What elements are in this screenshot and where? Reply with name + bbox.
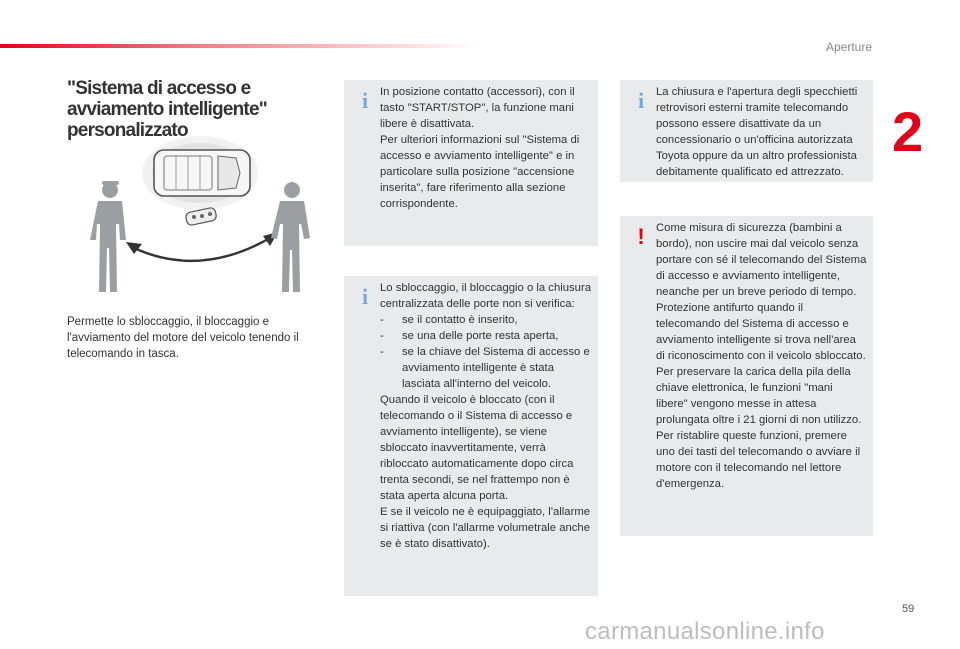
info-icon: i [637,88,645,113]
info-text: In posizione contatto (accessori), con il tasto "START/STOP", la funzione mani libere è disattivata. [380,86,575,130]
condition-list [380,312,592,392]
chapter-number: 2 [892,100,924,163]
info-text: Quando il veicolo è bloccato (con il telecomando o il Sistema di accesso e avviamento intelligente), se viene sbloccato inavvertitamente, verrà ribloccato automaticamente dopo circa trenta secondi, se nel frattempo non è stata aperta alcuna porta. [380,394,574,502]
warning-icon: ! [637,224,645,249]
warning-text: Come misura di sicurezza (bambini a bordo), non uscire mai dal veicolo senza portare con sé il telecomando del Sistema di accesso e avviamento intelligente, neanche per un breve periodo di tempo. [656,222,867,298]
people-car-key-icon [80,128,342,300]
section-title: Aperture [825,40,872,54]
info-icon: i [361,88,369,113]
info-text: Per ulteriori informazioni sul "Sistema di accesso e avviamento intelligente" e in particolare sulla posizione "accensione inserita", fare riferimento alla sezione corrispondente. [380,134,580,210]
page-number: 59 [902,603,915,615]
info-text: E se il veicolo ne è equipaggiato, l'allarme si riattiva (con l'allarme volumetrale anche se è stato disattivato). [380,506,591,550]
header-accent-bar [0,44,480,48]
page-title: "Sistema di accesso e avviamento intelligente" personalizzato [67,78,267,141]
info-icon: i [361,284,369,309]
warning-text: Protezione antifurto quando il telecomando del Sistema di accesso e avviamento intelligente si trova nell'area di riconoscimento con il veicolo sbloccato. [656,302,866,362]
warning-box-safety [620,216,873,536]
info-box-hands-free [344,80,598,246]
info-box-mirrors [620,80,873,182]
list-item: - se la chiave del Sistema di accesso e avviamento intelligente è stata lasciata all'interno del veicolo. [380,344,592,392]
info-text: La chiusura e l'apertura degli specchietti retrovisori esterni tramite telecomando possono essere disattivate da un concessionario o un'officina autorizzata Toyota oppure da un altro professionista debitamente qualificato ed attrezzato. [656,86,858,178]
info-text: Lo sbloccaggio, il bloccaggio o la chiusura centralizzata delle porte non si verifica: [380,282,592,310]
list-item: - se il contatto è inserito, [380,312,592,328]
info-box-locking [344,276,598,596]
list-item: - se una delle porte resta aperta, [380,328,592,344]
watermark: carmanualsonline.info [585,618,825,645]
warning-text: Per preservare la carica della pila della chiave elettronica, le funzioni "mani libere" vengono messe in attesa prolungata oltre i 21 giorni di non utilizzo. Per ristablire queste funzioni, premere uno dei tasti del telecomando o avviare il motore con il telecomando nel lettore d'emergenza. [656,366,862,490]
intro-paragraph: Permette lo sbloccaggio, il bloccaggio e l'avviamento del motore del veicolo tenendo il telecomando in tasca. [67,316,299,360]
